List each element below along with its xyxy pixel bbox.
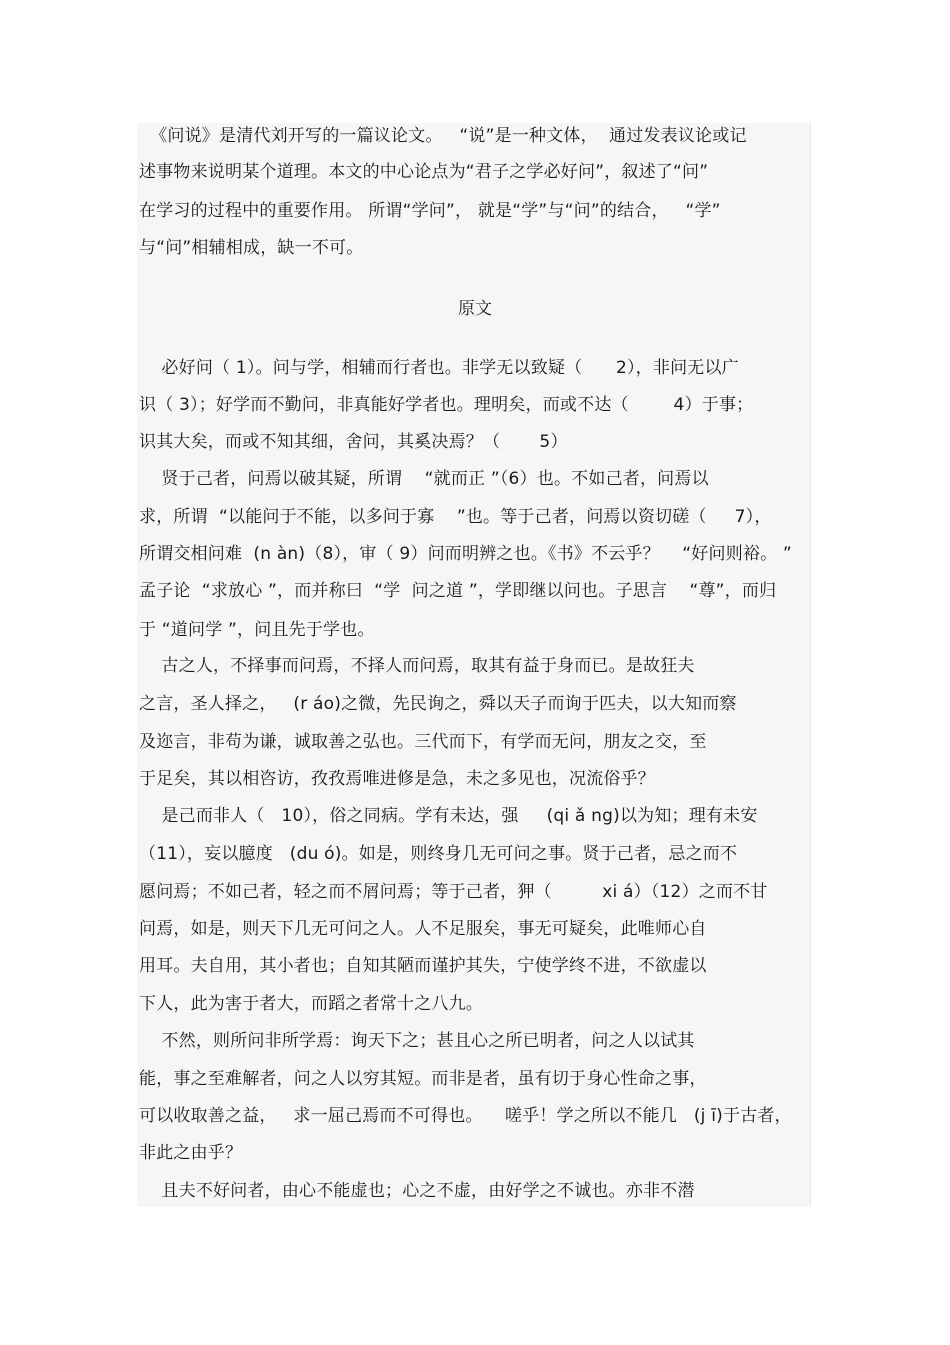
body-line: （11），妄以臆度 (du ó)。如是，则终身几无可问之事。贤于己者，忌之而不 <box>139 844 738 864</box>
body-line: 且夫不好问者，由心不能虚也；心之不虚，由好学之不诚也。亦非不潜 <box>139 1181 695 1201</box>
intro-line: 述事物来说明某个道理。本文的中心论点为“君子之学必好问”，叙述了“问” <box>139 162 709 182</box>
intro-line: 在学习的过程中的重要作用。 所谓“学问”， 就是“学”与“问”的结合， “学” <box>139 201 721 221</box>
body-line: 及迩言，非苟为谦，诚取善之弘也。三代而下，有学而无问，朋友之交，至 <box>139 732 707 752</box>
body-line: 之言，圣人择之， (r áo)之微，先民询之，舜以天子而询于匹夫，以大知而察 <box>139 694 737 714</box>
body-line: 求，所谓 “以能问于不能，以多问于寡 ”也。等于己者，问焉以资切磋（ 7）， <box>139 507 772 527</box>
intro-line: 《问说》是清代刘开写的一篇议论文。 “说”是一种文体， 通过发表议论或记 <box>139 126 747 146</box>
body-line: 非此之由乎？ <box>139 1143 243 1163</box>
section-title: 原文 <box>458 299 492 319</box>
intro-line: 与“问”相辅相成，缺一不可。 <box>139 238 364 258</box>
body-line: 识其大矣，而或不知其细，舍问，其奚决焉？（ 5） <box>139 432 568 452</box>
body-line: 古之人，不择事而问焉，不择人而问焉，取其有益于身而已。是故狂夫 <box>139 656 695 676</box>
body-line: 所谓交相问难 (n àn)（8），审（ 9）问而明辨之也。《书》不云乎？ “好问则裕。 ” <box>139 544 792 564</box>
body-line: 可以收取善之益， 求一屈己焉而不可得也。 嗟乎！学之所以不能几 (j ī)于古者， <box>139 1106 792 1126</box>
body-line: 下人，此为害于者大，而蹈之者常十之八九。 <box>139 994 483 1014</box>
body-line: 必好问（ 1）。问与学，相辅而行者也。非学无以致疑（ 2），非问无以广 <box>139 358 739 378</box>
body-line: 是己而非人（ 10），俗之同病。学有未达，强 (qi ǎ ng)以为知；理有未安 <box>139 806 758 826</box>
body-line: 贤于己者，问焉以破其疑，所谓 “就而正 ”（6）也。不如己者，问焉以 <box>139 469 709 489</box>
body-line: 识（ 3）；好学而不勤问，非真能好学者也。理明矣，而或不达（ 4）于事； <box>139 395 754 415</box>
body-line: 问焉，如是，则天下几无可问之人。人不足服矣，事无可疑矣，此唯师心自 <box>139 919 707 939</box>
body-line: 不然，则所问非所学焉：询天下之；甚且心之所已明者，问之人以试其 <box>139 1031 695 1051</box>
body-line: 能，事之至难解者，问之人以穷其短。而非是者，虽有切于身心性命之事， <box>139 1069 707 1089</box>
body-line: 用耳。夫自用，其小者也；自知其陋而谨护其失，宁使学终不进，不欲虚以 <box>139 956 707 976</box>
body-line: 于 “道问学 ”，问且先于学也。 <box>139 620 375 640</box>
body-line: 愿问焉；不如己者，轻之而不屑问焉；等于己者，狎（ xi á）（12）之而不甘 <box>139 882 768 902</box>
body-line: 于足矣，其以相咨访，孜孜焉唯进修是急，未之多见也，况流俗乎？ <box>139 769 655 789</box>
body-line: 孟子论 “求放心 ”，而并称曰 “学 问之道 ”，学即继以问也。子思言 “尊”，而归 <box>139 581 777 601</box>
